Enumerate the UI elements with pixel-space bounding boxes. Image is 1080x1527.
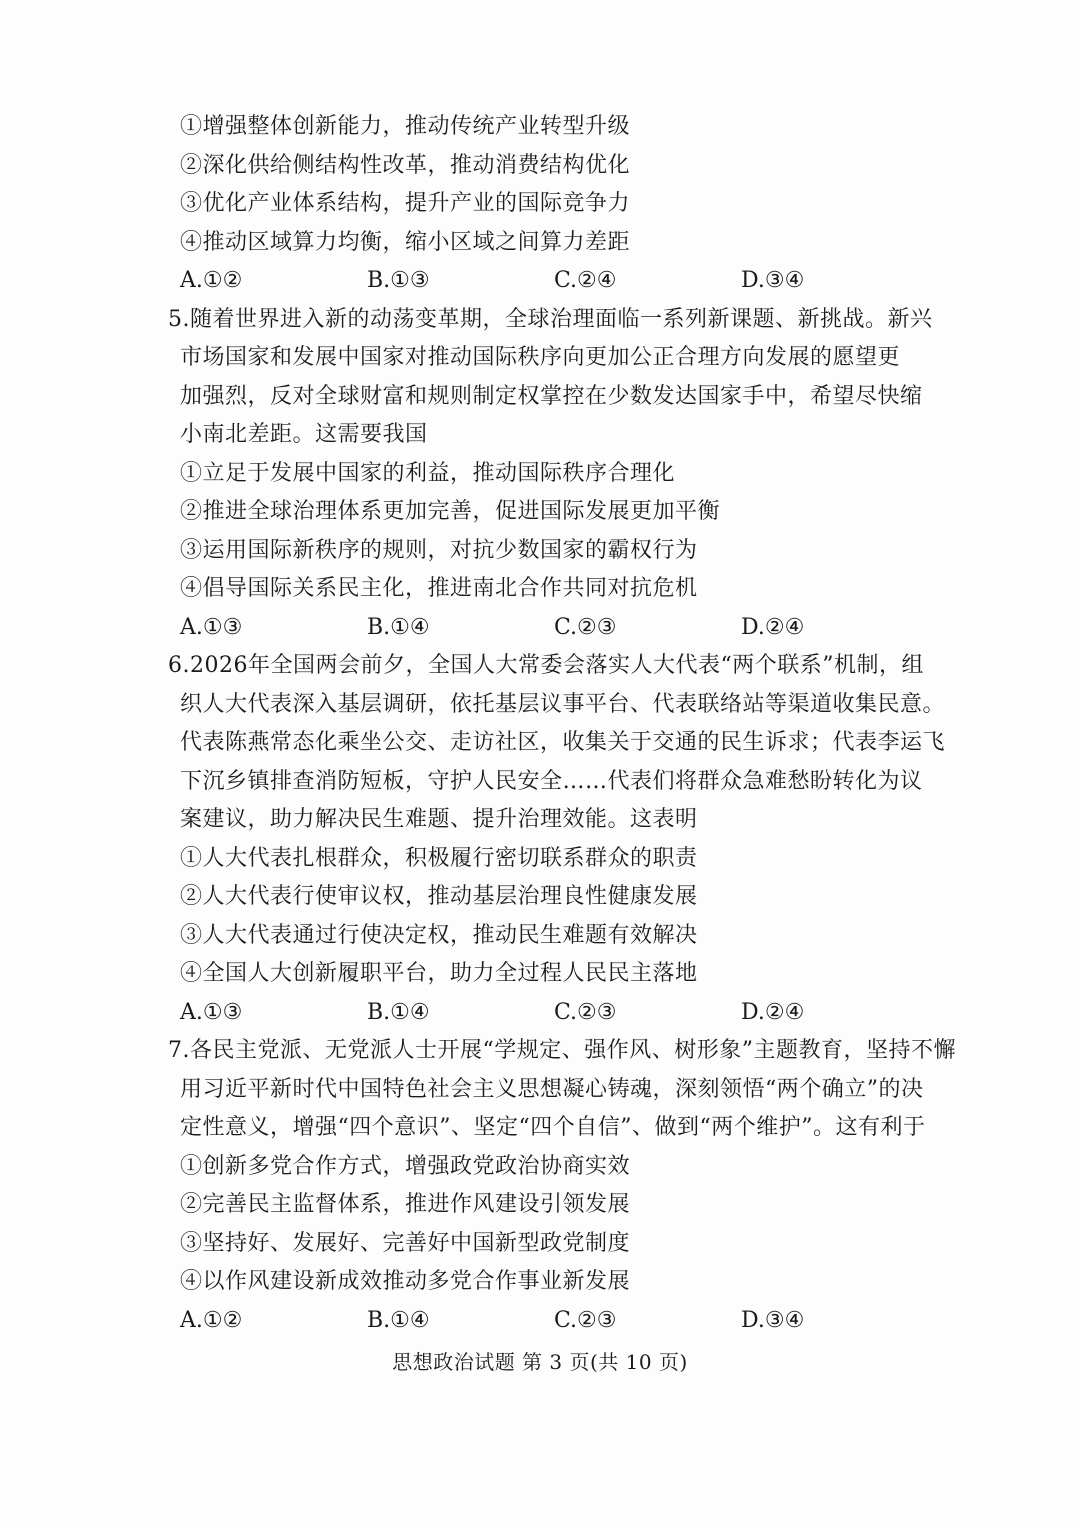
q7-stem-line-2: 用习近平新时代中国特色社会主义思想凝心铸魂，深刻领悟“两个确立”的决: [180, 1076, 924, 1102]
q6-option-3: ③人大代表通过行使决定权，推动民生难题有效解决: [180, 922, 698, 948]
q7-stem-line-3: 定性意义，增强“四个意识”、坚定“四个自信”、做到“两个维护”。这有利于: [180, 1115, 926, 1140]
q5-option-2: ②推进全球治理体系更加完善，促进国际发展更加平衡: [180, 499, 721, 524]
q5-option-4: ④倡导国际关系民主化，推进南北合作共同对抗危机: [180, 576, 698, 601]
q7-stem-line-1: 7.各民主党派、无党派人士开展“学规定、强作风、树形象”主题教育，坚持不懈: [168, 1038, 956, 1063]
q5-stem-line-1: 5.随着世界进入新的动荡变革期，全球治理面临一系列新课题、新挑战。新兴: [168, 306, 933, 332]
page-content: [168, 108, 956, 1340]
q5-stem-line-2: 市场国家和发展中国家对推动国际秩序向更加公正合理方向发展的愿望更: [180, 345, 901, 370]
question-6: [168, 647, 946, 1032]
q6-stem-line-4: 下沉乡镇排查消防短板，守护人民安全……代表们将群众急难愁盼转化为议: [180, 768, 923, 794]
q5-answer-b: B.①④: [367, 614, 430, 640]
q4-answer-choices: [168, 262, 928, 301]
q6-stem-line-5: 案建议，助力解决民生难题、提升治理效能。这表明: [180, 807, 698, 832]
q6-answer-choices: [168, 994, 928, 1033]
q4-option-2: ②深化供给侧结构性改革，推动消费结构优化: [180, 152, 631, 178]
q5-stem-line-4: 小南北差距。这需要我国: [180, 422, 428, 447]
q5-stem-line-3: 加强烈，反对全球财富和规则制定权掌控在少数发达国家手中，希望尽快缩: [180, 383, 923, 409]
q4-answer-d: D.③④: [741, 268, 805, 293]
q4-option-1: ①增强整体创新能力，推动传统产业转型升级: [180, 114, 631, 139]
q6-answer-a: A.①③: [180, 999, 243, 1025]
q6-option-4: ④全国人大创新履职平台，助力全过程人民民主落地: [180, 961, 698, 986]
question-4-options: [168, 108, 928, 301]
q7-option-3: ③坚持好、发展好、完善好中国新型政党制度: [180, 1230, 631, 1256]
q4-option-3: ③优化产业体系结构，提升产业的国际竞争力: [180, 191, 631, 216]
q6-answer-b: B.①④: [367, 999, 430, 1025]
q4-answer-a: A.①②: [180, 268, 243, 293]
q7-answer-c: C.②③: [554, 1307, 617, 1333]
q5-answer-a: A.①③: [180, 614, 243, 640]
q7-answer-b: B.①④: [367, 1307, 430, 1333]
q6-answer-c: C.②③: [554, 999, 617, 1025]
q6-stem-line-3: 代表陈燕常态化乘坐公交、走访社区，收集关于交通的民生诉求；代表李运飞: [180, 730, 946, 755]
q6-stem-line-2: 织人大代表深入基层调研，依托基层议事平台、代表联络站等渠道收集民意。: [180, 691, 946, 717]
q4-answer-b: B.①③: [367, 268, 430, 293]
q6-option-1: ①人大代表扎根群众，积极履行密切联系群众的职责: [180, 845, 698, 871]
q5-answer-d: D.②④: [741, 614, 805, 640]
question-7: [168, 1032, 956, 1340]
q7-option-2: ②完善民主监督体系，推进作风建设引领发展: [180, 1192, 631, 1217]
q5-answer-c: C.②③: [554, 614, 617, 640]
q5-answer-choices: [168, 609, 928, 648]
q7-option-4: ④以作风建设新成效推动多党合作事业新发展: [180, 1269, 631, 1294]
page-footer: 思想政治试题 第 3 页(共 10 页): [392, 1350, 688, 1374]
q5-option-1: ①立足于发展中国家的利益，推动国际秩序合理化: [180, 460, 676, 486]
q6-stem-line-1: 6.2026年全国两会前夕，全国人大常委会落实人大代表“两个联系”机制，组: [168, 653, 924, 678]
question-5: [168, 301, 933, 648]
q6-answer-d: D.②④: [741, 999, 805, 1025]
q4-answer-c: C.②④: [554, 268, 617, 293]
q5-option-3: ③运用国际新秩序的规则，对抗少数国家的霸权行为: [180, 537, 698, 563]
q7-answer-d: D.③④: [741, 1307, 805, 1333]
q4-option-4: ④推动区域算力均衡，缩小区域之间算力差距: [180, 229, 631, 255]
q7-answer-choices: [168, 1302, 928, 1341]
q7-option-1: ①创新多党合作方式，增强政党政治协商实效: [180, 1153, 631, 1179]
q6-option-2: ②人大代表行使审议权，推动基层治理良性健康发展: [180, 884, 698, 909]
q7-answer-a: A.①②: [180, 1307, 243, 1333]
